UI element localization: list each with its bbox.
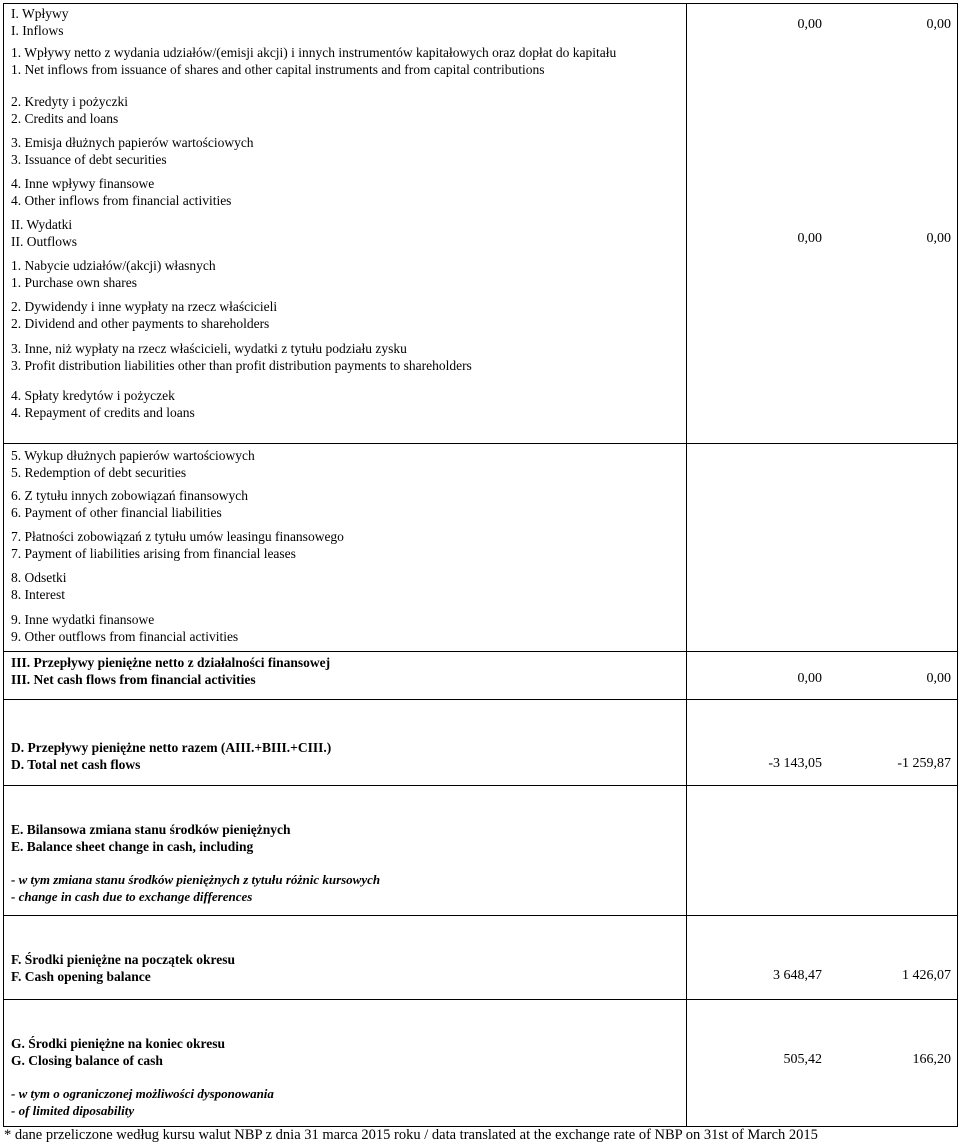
label-en: 4. Repayment of credits and loans	[11, 404, 195, 420]
label-en: 8. Interest	[11, 586, 65, 602]
label-pl: 5. Wykup dłużnych papierów wartościowych	[11, 448, 255, 463]
table-row	[4, 785, 957, 916]
label-pl: D. Przepływy pieniężne netto razem (AIII.+BIII.+CIII.)	[11, 740, 332, 755]
label-en: D. Total net cash flows	[11, 756, 141, 772]
label-en: 1. Purchase own shares	[11, 274, 137, 290]
row-label	[11, 6, 69, 39]
label-pl: - w tym zmiana stanu środków pieniężnych z tytułu różnic kursowych	[11, 872, 381, 887]
row-label-sub	[11, 872, 380, 905]
value-current: 0,00	[797, 231, 822, 246]
row-label	[11, 612, 238, 645]
value-previous: 0,00	[926, 231, 951, 246]
row-label	[11, 299, 277, 332]
row-label	[11, 94, 128, 127]
label-en: E. Balance sheet change in cash, including	[11, 838, 254, 854]
table-row	[4, 651, 957, 692]
row-label	[11, 217, 77, 250]
row-label	[11, 822, 291, 855]
label-pl: 8. Odsetki	[11, 570, 67, 585]
label-en: 3. Issuance of debt securities	[11, 151, 167, 167]
value-current: -3 143,05	[768, 756, 822, 771]
value-previous: -1 259,87	[897, 756, 951, 771]
label-en: 5. Redemption of debt securities	[11, 464, 187, 480]
label-pl: 6. Z tytułu innych zobowiązań finansowych	[11, 488, 248, 503]
label-en: - change in cash due to exchange differences	[11, 888, 253, 904]
label-pl: 3. Emisja dłużnych papierów wartościowych	[11, 135, 254, 150]
row-label	[11, 176, 231, 209]
row-label	[11, 135, 254, 168]
label-en: III. Net cash flows from financial activities	[11, 671, 256, 687]
label-pl: II. Wydatki	[11, 217, 73, 232]
row-label	[11, 388, 195, 421]
label-en: 4. Other inflows from financial activities	[11, 192, 232, 208]
label-pl: 2. Dywidendy i inne wypłaty na rzecz właścicieli	[11, 299, 278, 314]
label-pl: 1. Wpływy netto z wydania udziałów/(emisji akcji) i innych instrumentów kapitałowych oraz dopłat do kapitału	[11, 45, 617, 60]
label-pl: I. Wpływy	[11, 6, 69, 21]
row-label	[11, 341, 472, 374]
cash-flow-table	[3, 3, 958, 1127]
label-pl: F. Środki pieniężne na początek okresu	[11, 952, 236, 967]
label-pl: 1. Nabycie udziałów/(akcji) własnych	[11, 258, 216, 273]
row-label	[11, 45, 616, 78]
row-label	[11, 488, 248, 521]
value-current: 505,42	[783, 1052, 822, 1067]
label-pl: 7. Płatności zobowiązań z tytułu umów leasingu finansowego	[11, 529, 344, 544]
row-label	[11, 952, 235, 985]
footnote: * dane przeliczone według kursu walut NBP z dnia 31 marca 2015 roku / data translated at the exchange rate of NBP on 31st of March 2015	[4, 1127, 818, 1143]
label-en: F. Cash opening balance	[11, 968, 151, 984]
row-label	[11, 570, 67, 603]
row-label-sub	[11, 1086, 274, 1119]
row-label	[11, 1036, 225, 1069]
label-en: 9. Other outflows from financial activities	[11, 628, 239, 644]
label-en: 6. Payment of other financial liabilities	[11, 504, 222, 520]
label-en: - of limited diposability	[11, 1102, 135, 1118]
label-en: 2. Dividend and other payments to shareholders	[11, 315, 270, 331]
row-label	[11, 529, 344, 562]
label-pl: G. Środki pieniężne na koniec okresu	[11, 1036, 226, 1051]
label-pl: 4. Inne wpływy finansowe	[11, 176, 155, 191]
label-pl: E. Bilansowa zmiana stanu środków pieniężnych	[11, 822, 291, 837]
label-pl: 4. Spłaty kredytów i pożyczek	[11, 388, 175, 403]
label-pl: 3. Inne, niż wypłaty na rzecz właścicieli, wydatki z tytułu podziału zysku	[11, 341, 407, 356]
value-current: 0,00	[797, 17, 822, 32]
label-en: 3. Profit distribution liabilities other than profit distribution payments to shareholders	[11, 357, 472, 373]
label-en: 2. Credits and loans	[11, 110, 119, 126]
label-en: 7. Payment of liabilities arising from financial leases	[11, 545, 296, 561]
label-en: 1. Net inflows from issuance of shares and other capital instruments and from capital contributions	[11, 61, 545, 77]
label-pl: III. Przepływy pieniężne netto z działalności finansowej	[11, 655, 331, 670]
table-row	[4, 915, 957, 1000]
value-current: 3 648,47	[773, 968, 822, 983]
table-row	[4, 999, 957, 1127]
row-label	[11, 258, 216, 291]
label-pl: 9. Inne wydatki finansowe	[11, 612, 155, 627]
label-pl: 2. Kredyty i pożyczki	[11, 94, 128, 109]
label-en: G. Closing balance of cash	[11, 1052, 163, 1068]
table-row	[4, 699, 957, 786]
value-previous: 1 426,07	[902, 968, 951, 983]
table-row	[4, 4, 957, 45]
value-previous: 0,00	[926, 671, 951, 686]
row-label	[11, 655, 330, 688]
label-en: II. Outflows	[11, 233, 77, 249]
label-pl: - w tym o ograniczonej możliwości dysponowania	[11, 1086, 274, 1101]
table-row	[4, 443, 957, 480]
table-row	[4, 217, 957, 257]
value-previous: 0,00	[926, 17, 951, 32]
label-en: I. Inflows	[11, 22, 64, 38]
row-label	[11, 740, 331, 773]
value-current: 0,00	[797, 671, 822, 686]
value-previous: 166,20	[912, 1052, 951, 1067]
row-label	[11, 448, 255, 481]
